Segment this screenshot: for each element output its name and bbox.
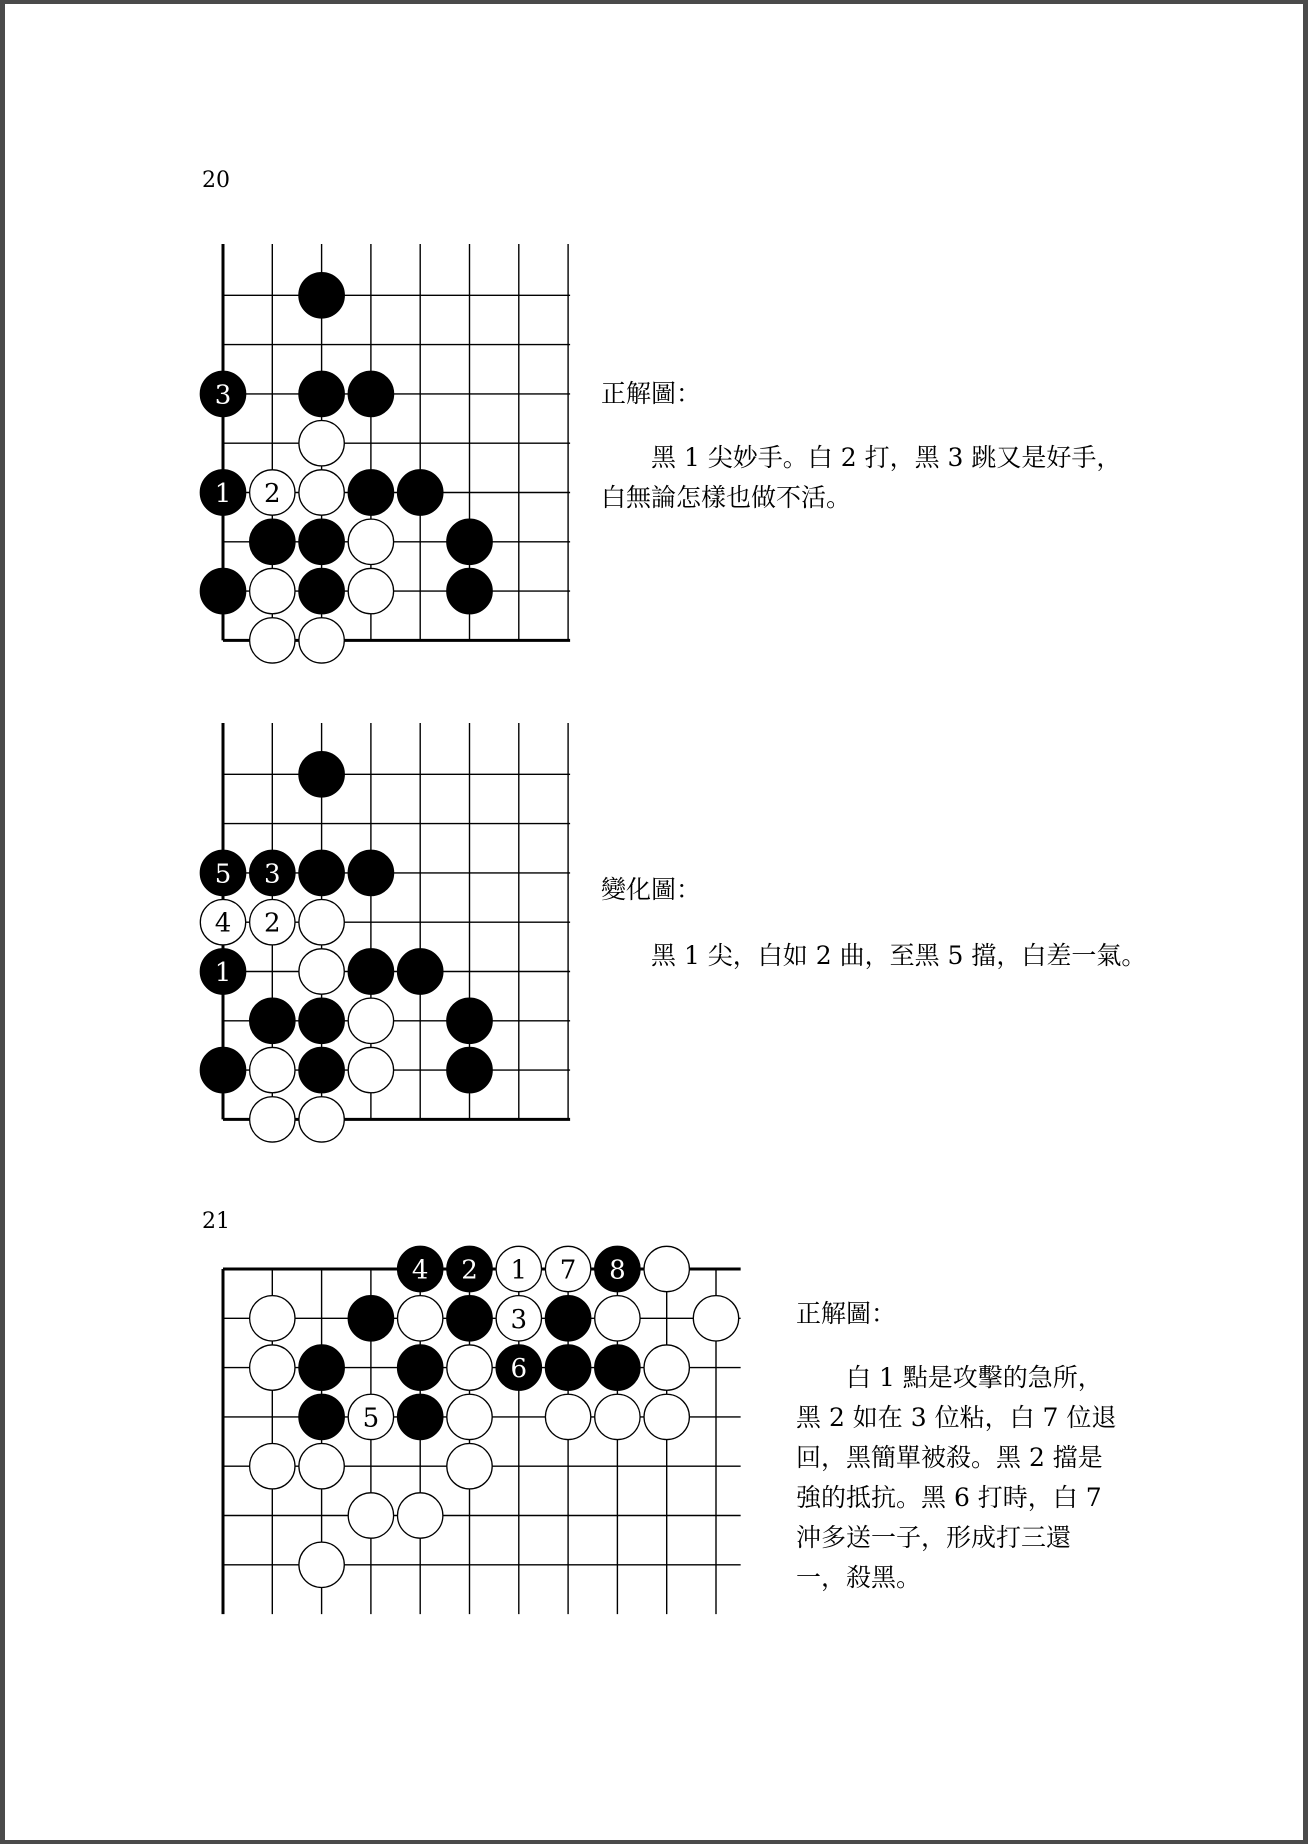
commentary-line: 回，黑簡單被殺。黑 2 擋是: [796, 1443, 1103, 1472]
commentary-line: 一，殺黑。: [796, 1563, 922, 1592]
stone-disc: [595, 1394, 640, 1439]
stone-disc: [447, 1444, 492, 1489]
stone-disc: [447, 1345, 492, 1390]
stone-disc: [595, 1296, 640, 1341]
move-number: 2: [264, 479, 281, 510]
diagram-heading: 變化圖：: [601, 875, 702, 904]
commentary-line: 白 1 點是攻擊的急所，: [796, 1363, 1103, 1392]
move-number: 1: [214, 958, 232, 989]
commentary-line: 白無論怎樣也做不活。: [601, 483, 852, 512]
black-stone: [348, 1296, 393, 1341]
stone-disc: [348, 1493, 393, 1538]
diagram-heading: 正解圖：: [796, 1299, 897, 1328]
stone-disc: [447, 1394, 492, 1439]
problem-number: 21: [202, 1209, 230, 1234]
stone-disc: [398, 1493, 443, 1538]
book-page: [5, 4, 1303, 1840]
white-stone: [545, 1246, 590, 1291]
black-stone: [299, 1394, 344, 1439]
move-number: 4: [411, 1255, 429, 1286]
white-stone: [348, 1394, 393, 1439]
black-stone: [398, 1246, 443, 1291]
move-number: 3: [510, 1304, 528, 1335]
stone-disc: [595, 1345, 640, 1390]
stone-disc: [348, 1296, 393, 1341]
move-number: 2: [461, 1255, 478, 1286]
white-stone: [447, 1444, 492, 1489]
move-number: 1: [510, 1255, 528, 1286]
stone-disc: [250, 1296, 295, 1341]
white-stone: [595, 1296, 640, 1341]
move-number: 8: [609, 1255, 626, 1286]
white-stone: [250, 1345, 295, 1390]
commentary-line: 沖多送一子，形成打三還: [796, 1523, 1072, 1552]
white-stone: [496, 1246, 541, 1291]
stone-disc: [644, 1345, 689, 1390]
diagram-commentary: [796, 1358, 1116, 1598]
black-stone: [398, 1394, 443, 1439]
white-stone: [545, 1394, 590, 1439]
stone-disc: [299, 1444, 344, 1489]
stone-disc: [545, 1345, 590, 1390]
problem-number: 20: [202, 168, 230, 193]
stone-disc: [250, 1345, 295, 1390]
white-stone: [447, 1345, 492, 1390]
black-stone: [447, 1296, 492, 1341]
stone-disc: [693, 1296, 738, 1341]
black-stone: [447, 1246, 492, 1291]
diagram-heading: 正解圖：: [601, 379, 702, 408]
white-stone: [398, 1296, 443, 1341]
black-stone: [496, 1345, 541, 1390]
white-stone: [299, 1444, 344, 1489]
white-stone: [595, 1394, 640, 1439]
white-stone: [299, 1542, 344, 1587]
move-number: 2: [264, 908, 281, 939]
black-stone: [299, 1345, 344, 1390]
stone-disc: [398, 1394, 443, 1439]
white-stone: [250, 1296, 295, 1341]
white-stone: [644, 1246, 689, 1291]
white-stone: [250, 1444, 295, 1489]
stone-disc: [299, 1394, 344, 1439]
white-stone: [644, 1394, 689, 1439]
stone-disc: [299, 1345, 344, 1390]
commentary-line: 黑 1 尖妙手。白 2 打，黑 3 跳又是好手，: [601, 443, 1122, 472]
stone-disc: [644, 1246, 689, 1291]
stone-disc: [447, 1296, 492, 1341]
commentary-line: 強的抵抗。黑 6 打時，白 7: [796, 1483, 1102, 1512]
black-stone: [398, 1345, 443, 1390]
black-stone: [595, 1246, 640, 1291]
move-number: 7: [559, 1255, 577, 1286]
commentary-line: 黑 2 如在 3 位粘，白 7 位退: [796, 1403, 1117, 1432]
white-stone: [398, 1493, 443, 1538]
stone-disc: [545, 1296, 590, 1341]
move-number: 5: [362, 1403, 380, 1434]
move-number: 4: [214, 908, 232, 939]
move-number: 3: [264, 859, 281, 890]
move-number: 5: [214, 859, 232, 890]
white-stone: [693, 1296, 738, 1341]
move-number: 3: [214, 380, 232, 411]
white-stone: [644, 1345, 689, 1390]
move-number: 6: [510, 1354, 528, 1385]
stone-disc: [644, 1394, 689, 1439]
stone-disc: [398, 1296, 443, 1341]
black-stone: [545, 1296, 590, 1341]
white-stone: [496, 1296, 541, 1341]
stone-disc: [299, 1542, 344, 1587]
move-number: 1: [214, 479, 232, 510]
black-stone: [545, 1345, 590, 1390]
stone-disc: [250, 1444, 295, 1489]
white-stone: [447, 1394, 492, 1439]
stone-disc: [545, 1394, 590, 1439]
stone-disc: [398, 1345, 443, 1390]
commentary-line: 黑 1 尖，白如 2 曲，至黑 5 擋，白差一氣。: [601, 941, 1147, 970]
black-stone: [595, 1345, 640, 1390]
white-stone: [348, 1493, 393, 1538]
